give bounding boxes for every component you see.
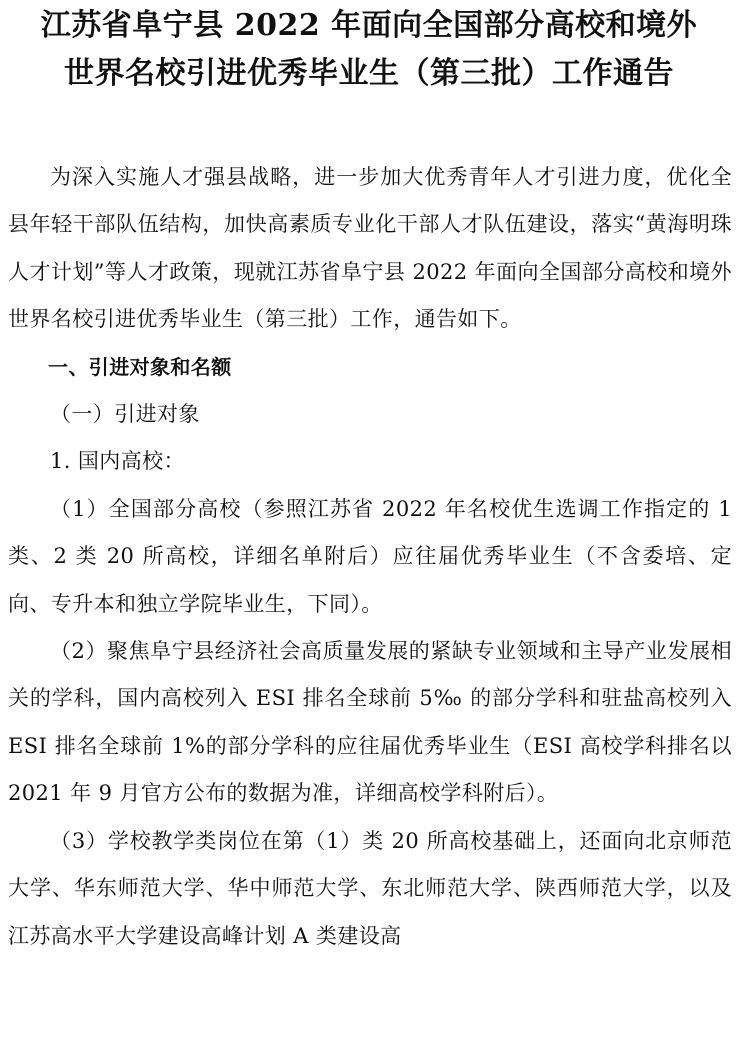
subsection-heading-1: （一）引进对象 [50, 402, 200, 427]
document-body [8, 154, 732, 960]
intro-paragraph: 为深入实施人才强县战略，进一步加大优秀青年人才引进力度，优化全县年轻干部队伍结构，加快高素质专业化干部人才队伍建设，落实“黄海明珠人才计划”等人才政策，现就江苏省阜宁县 2022 年面向全国部分高校和境外世界名校引进优秀毕业生（第三批）工作，通告如下。 [8, 165, 732, 332]
document-title-line-1: 江苏省阜宁县 2022 年面向全国部分高校和境外 [40, 8, 698, 43]
document-title-line-2: 世界名校引进优秀毕业生（第三批）工作通告 [64, 56, 674, 91]
section-heading-1: 一、引进对象和名额 [48, 354, 232, 379]
item-paragraph-1: （1）全国部分高校（参照江苏省 2022 年名校优生选调工作指定的 1 类、2 类 20 所高校，详细名单附后）应往届优秀毕业生（不含委培、定向、专升本和独立学院毕业生，下同）。 [8, 496, 732, 616]
item-heading-domestic: 1. 国内高校： [50, 449, 185, 474]
item-paragraph-2: （2）聚焦阜宁县经济社会高质量发展的紧缺专业领域和主导产业发展相关的学科，国内高校列入 ESI 排名全球前 5‰ 的部分学科和驻盐高校列入 ESI 排名全球前 1%的部分学科的应往届优秀毕业生（ESI 高校学科排名以 2021 年 9 月官方公布的数据为准，详细高校学科附后）。 [8, 639, 732, 806]
item-paragraph-3: （3）学校教学类岗位在第（1）类 20 所高校基础上，还面向北京师范大学、华东师范大学、华中师范大学、东北师范大学、陕西师范大学，以及江苏高水平大学建设高峰计划 A 类建设高 [8, 828, 732, 948]
